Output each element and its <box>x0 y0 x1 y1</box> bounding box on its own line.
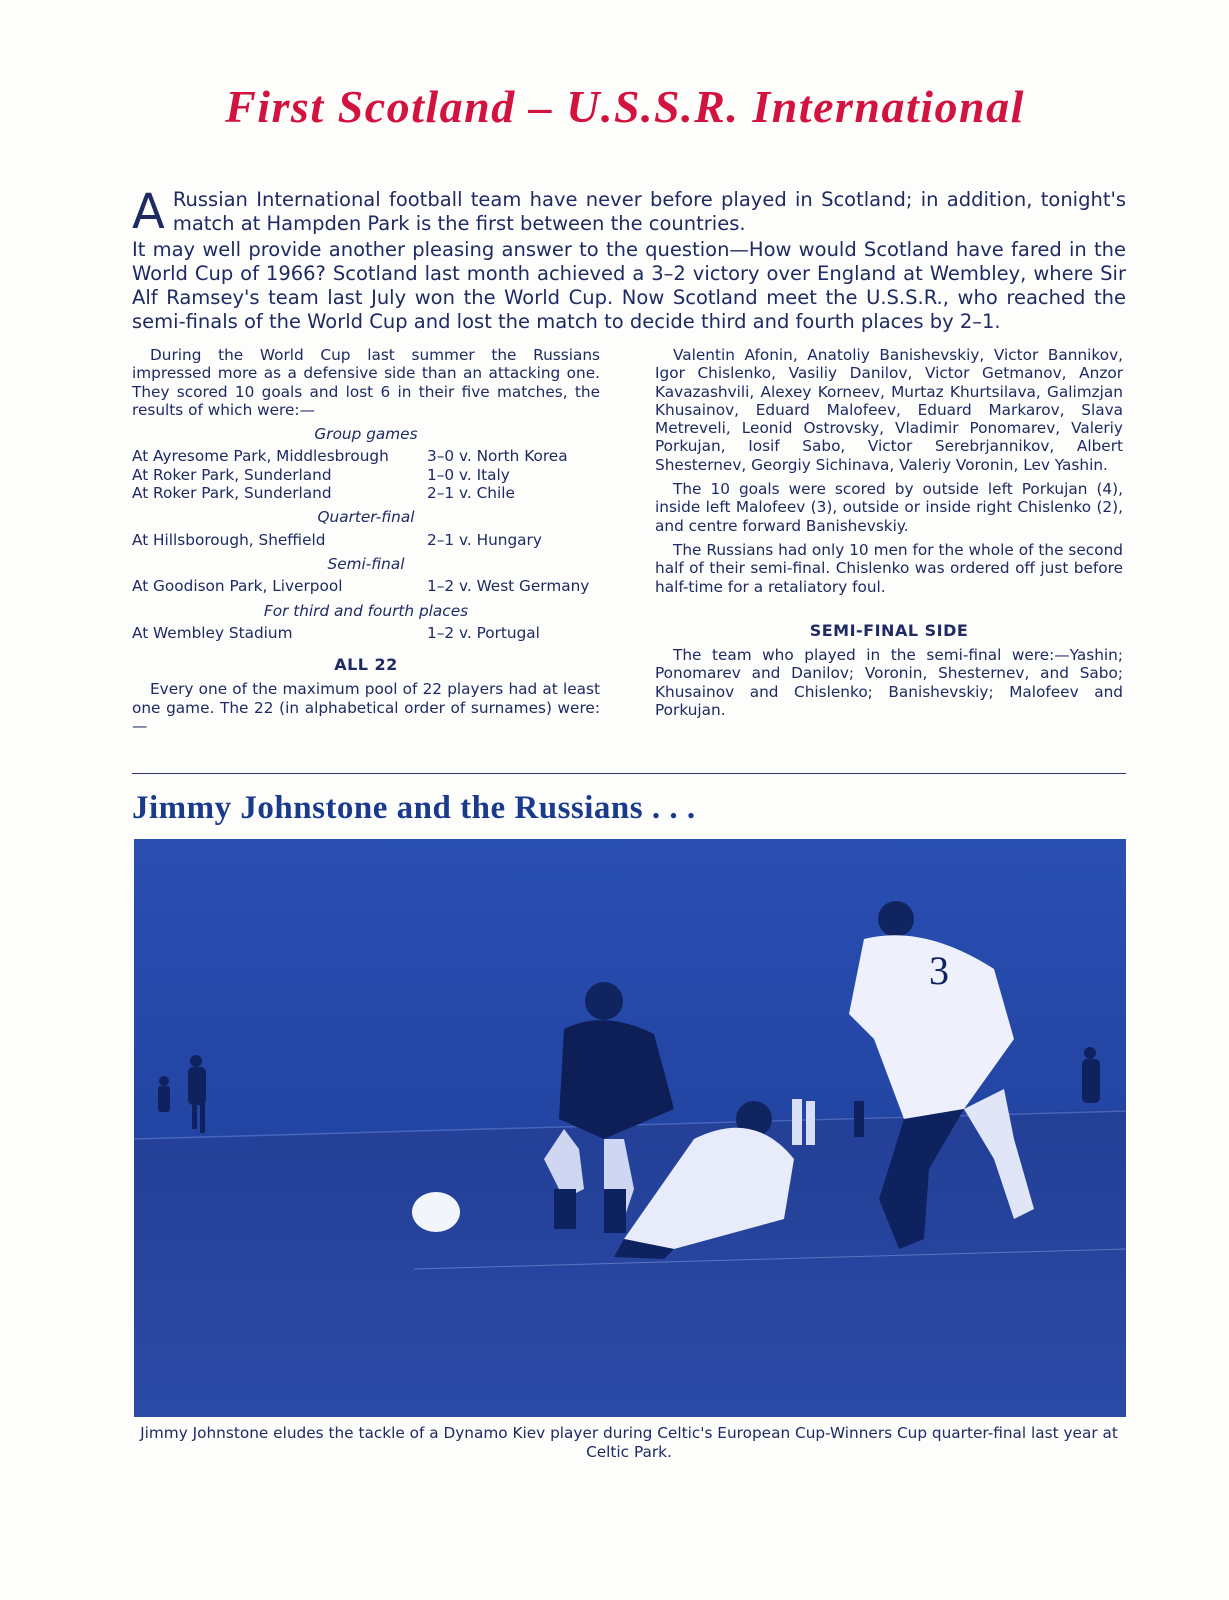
all-22-heading: ALL 22 <box>334 655 398 675</box>
result-row <box>132 466 600 484</box>
world-cup-summary: During the World Cup last summer the Russians impressed more as a defensive side than an attacking one. They scored 10 goals and lost 6 in their five matches, the results of which were:— <box>132 346 600 419</box>
result-score: 1–2 v. West Germany <box>427 577 590 596</box>
shirt-number: 3 <box>929 948 949 993</box>
intro-paragraph-1-text: Russian International football team have never before played in Scotland; in addition, tonight's match at Hampden Park is the first between the countries. <box>172 188 1126 235</box>
result-row <box>132 577 600 595</box>
ten-men-note: The Russians had only 10 men for the whole of the second half of their semi-final. Chislenko was ordered off just before half-time for a retaliatory foul. <box>655 540 1123 596</box>
all-22-text: Every one of the maximum pool of 22 players had at least one game. The 22 (in alphabetical order of surnames) were:— <box>132 680 600 736</box>
result-venue: At Hillsborough, Sheffield <box>132 530 326 549</box>
right-column <box>655 346 1123 719</box>
quarter-final-label: Quarter-final <box>317 508 415 527</box>
intro-paragraph-2: It may well provide another pleasing answer to the question—How would Scotland have fared in the World Cup of 1966? Scotland last month achieved a 3–2 victory over England at Wembley, where Sir Alf Ramsey's team last July won the World Cup. Now Scotland meet the U.S.S.R., who reached the semi-finals of the World Cup and lost the match to decide third and fourth places by 2–1. <box>132 238 1126 333</box>
photo-caption: Jimmy Johnstone eludes the tackle of a Dynamo Kiev player during Celtic's European Cup-Winners Cup quarter-final last year at Celtic Park. <box>140 1424 1118 1461</box>
drop-cap: A <box>132 184 165 240</box>
result-venue: At Wembley Stadium <box>132 623 293 642</box>
result-score: 1–2 v. Portugal <box>427 623 540 642</box>
result-score: 1–0 v. Italy <box>427 465 510 484</box>
goal-scorers: The 10 goals were scored by outside left Porkujan (4), inside left Malofeev (3), outside or inside right Chislenko (2), and centre forward Banishevskiy. <box>655 480 1123 535</box>
match-photo <box>134 839 1126 1417</box>
result-venue: At Roker Park, Sunderland <box>132 465 332 484</box>
semi-final-side-text: The team who played in the semi-final were:—Yashin; Ponomarev and Danilov; Voronin, Shesternev, and Sabo; Khusainov and Chislenko; Banishevskiy; Malofeev and Porkujan. <box>655 646 1123 720</box>
third-place-label: For third and fourth places <box>263 601 469 620</box>
football <box>412 1192 460 1232</box>
left-column <box>132 346 600 735</box>
player-list: Valentin Afonin, Anatoliy Banishevskiy, Victor Bannikov, Igor Chislenko, Vasiliy Danilov, Victor Getmanov, Anzor Kavazashvili, Alexey Korneev, Murtaz Khurtsilava, Galimzjan Khusainov, Eduard Malofeev, Eduard Markarov, Slava Metreveli, Leonid Ostrovsky, Vladimir Ponomarev, Valeriy Porkujan, Iosif Sabo, Victor Serebrjannikov, Albert Shesternev, Georgiy Sichinava, Valeriy Voronin, Lev Yashin. <box>655 346 1123 474</box>
section-divider <box>132 773 1126 774</box>
result-venue: At Goodison Park, Liverpool <box>132 577 343 596</box>
semi-final-label: Semi-final <box>327 554 405 573</box>
photo-heading: Jimmy Johnstone and the Russians . . . <box>132 790 696 826</box>
page-title: First Scotland – U.S.S.R. International <box>225 81 1025 132</box>
result-venue: At Roker Park, Sunderland <box>132 484 332 503</box>
result-venue: At Ayresome Park, Middlesbrough <box>132 447 389 466</box>
intro-paragraph-1 <box>132 184 1126 240</box>
result-row <box>132 484 600 502</box>
intro-section <box>132 184 1126 336</box>
semi-final-side-heading: SEMI-FINAL SIDE <box>809 620 969 640</box>
result-score: 3–0 v. North Korea <box>427 447 568 466</box>
match-photo-illustration <box>134 839 1126 1417</box>
result-score: 2–1 v. Hungary <box>427 530 542 549</box>
group-games-label: Group games <box>314 425 418 444</box>
result-row <box>132 447 600 465</box>
result-row <box>132 531 600 549</box>
result-score: 2–1 v. Chile <box>427 484 515 503</box>
result-row <box>132 624 600 642</box>
